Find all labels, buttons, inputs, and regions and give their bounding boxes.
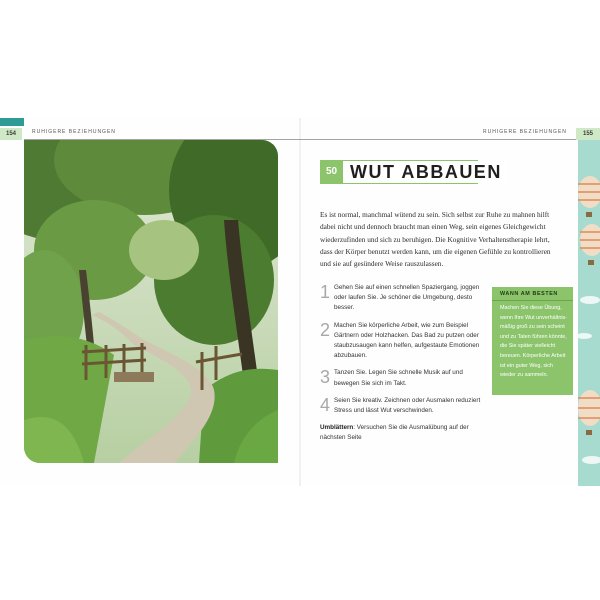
intro-paragraph: Es ist normal, manchmal wütend zu sein. Sich selbst zur Ruhe zu mahnen hilft dabei nicht und dennoch braucht man einen Weg, sein eigenes Gleichgewicht wiederzufinden und sich zu beruhigen. Die Kognitive Verhaltenstherapie lehrt, dass der Körper benutzt werden kann, um die eigenen Gefühle zu kontrollieren und sie auf gesündere Weise rauszulassen. bbox=[320, 210, 551, 269]
forest-path-photo bbox=[24, 140, 278, 463]
exercise-number-badge: 50 bbox=[320, 161, 343, 183]
left-page-number: 154 bbox=[0, 128, 22, 140]
step-number: 3 bbox=[320, 367, 331, 388]
turnover-note bbox=[320, 423, 488, 443]
list-item bbox=[320, 368, 488, 388]
step-text: Tanzen Sie. Legen Sie schnelle Musik auf und bewegen Sie sich im Takt. bbox=[334, 369, 463, 387]
book-gutter bbox=[299, 118, 301, 486]
step-number: 1 bbox=[320, 282, 331, 302]
turnover-text: : Versuchen Sie die Ausmalübung auf der nächsten Seite bbox=[320, 424, 469, 442]
list-item bbox=[320, 321, 488, 362]
sidebar-text: Machen Sie diese Übung, wenn Ihre Wut unverhältnismäßig groß zu sein scheint und zu Taten führen könnte, die Sie später vielleicht bereuen. Körperliche Arbeit ist ein guter Weg, sich wieder zu sammeln. bbox=[500, 305, 568, 379]
right-page-number: 155 bbox=[576, 128, 600, 140]
sidebar-rule bbox=[492, 300, 573, 301]
list-item bbox=[320, 396, 488, 416]
forest-path-illustration bbox=[24, 140, 278, 463]
hot-air-balloon-border bbox=[578, 140, 600, 486]
list-item bbox=[320, 283, 488, 314]
step-text: Seien Sie kreativ. Zeichnen oder Ausmalen reduziert Stress und lässt Wut verschwinden. bbox=[334, 396, 481, 415]
right-running-head: RUHIGERE BEZIEHUNGEN bbox=[483, 129, 567, 135]
left-running-head: RUHIGERE BEZIEHUNGEN bbox=[32, 129, 116, 135]
right-header-rule bbox=[300, 139, 576, 140]
sidebar-box bbox=[492, 287, 573, 395]
step-text: Gehen Sie auf einen schnellen Spaziergang, joggen oder laufen Sie. Je schöner die Umgebung, desto besser. bbox=[334, 284, 480, 312]
step-number: 4 bbox=[320, 394, 331, 415]
left-header-strip bbox=[0, 118, 24, 126]
step-text: Machen Sie körperliche Arbeit, wie zum Beispiel Gärtnern oder Holzhacken. Das Bad zu putzen oder staubzusaugen kann helfen, aufgestaute Emotionen abzubauen. bbox=[334, 321, 480, 360]
sidebar-title: WANN AM BESTEN bbox=[500, 291, 558, 297]
turnover-label: Umblättern bbox=[320, 424, 354, 432]
hot-air-balloon-icon bbox=[578, 140, 600, 486]
steps-list bbox=[320, 283, 488, 444]
step-number: 2 bbox=[320, 319, 331, 340]
page-title: WUT ABBAUEN bbox=[350, 161, 508, 183]
